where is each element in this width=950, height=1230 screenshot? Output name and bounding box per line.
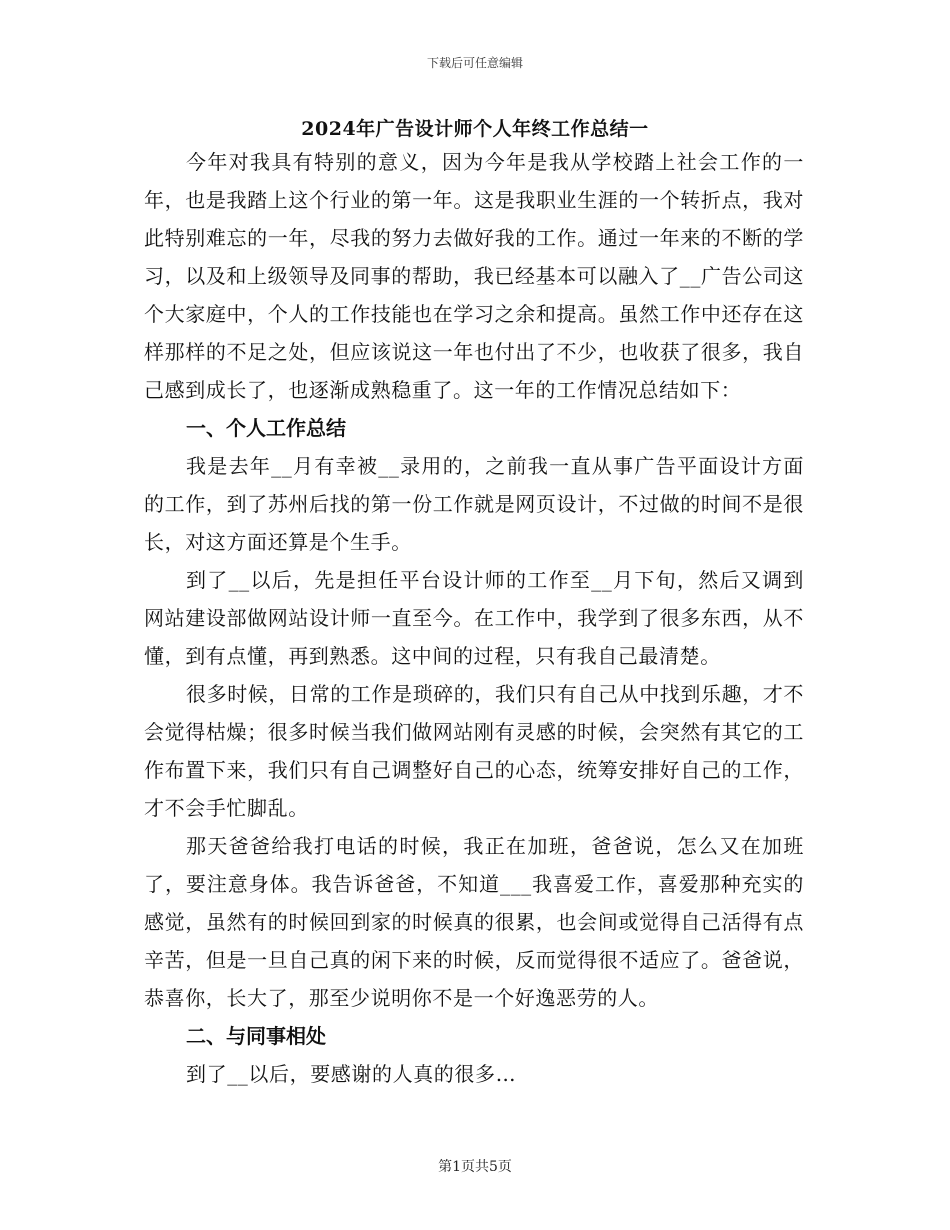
- page-header: 下载后可任意编辑: [426, 56, 523, 70]
- document-title: 2024年广告设计师个人年终工作总结一: [301, 118, 649, 140]
- paragraph-father-call: 那天爸爸给我打电话的时候，我正在加班，爸爸说，怎么又在加班了，要注意身体。我告诉爸爸，不知道___我喜爱工作，喜爱那种充实的感觉，虽然有的时候回到家的时候真的很累，也会间或觉得自己活得有点辛苦，但是一旦自己真的闲下来的时候，反而觉得很不适应了。爸爸说，恭喜你，长大了，那至少说明你不是一个好逸恶劳的人。: [144, 834, 804, 1010]
- page-number: 第1页共5页: [438, 1159, 512, 1175]
- paragraph-work-history: 我是去年__月有幸被__录用的，之前我一直从事广告平面设计方面的工作，到了苏州后找的第一份工作就是网页设计，不过做的时间不是很长，对这方面还算是个生手。: [144, 454, 804, 554]
- paragraph-thanks: 到了__以后，要感谢的人真的很多…: [186, 1062, 517, 1086]
- paragraph-intro: 今年对我具有特别的意义，因为今年是我从学校踏上社会工作的一年，也是我踏上这个行业的第一年。这是我职业生涯的一个转折点，我对此特别难忘的一年，尽我的努力去做好我的工作。通过一年来的不断的学习，以及和上级领导及同事的帮助，我已经基本可以融入了__广告公司这个大家庭中，个人的工作技能也在学习之余和提高。虽然工作中还存在这样那样的不足之处，但应该说这一年也付出了不少，也收获了很多，我自己感到成长了，也逐渐成熟稳重了。这一年的工作情况总结如下：: [144, 150, 804, 402]
- section-heading-colleagues: 二、与同事相处: [186, 1024, 326, 1048]
- paragraph-daily-work: 很多时候，日常的工作是琐碎的，我们只有自己从中找到乐趣，才不会觉得枯燥；很多时候当我们做网站刚有灵感的时候，会突然有其它的工作布置下来，我们只有自己调整好自己的心态，统筹安排好自己的工作，才不会手忙脚乱。: [144, 682, 804, 820]
- paragraph-career-path: 到了__以后，先是担任平台设计师的工作至__月下旬，然后又调到网站建设部做网站设计师一直至今。在工作中，我学到了很多东西，从不懂，到有点懂，再到熟悉。这中间的过程，只有我自己最清楚。: [144, 568, 804, 668]
- document-body: [144, 143, 804, 1093]
- section-heading-personal-work: 一、个人工作总结: [186, 416, 346, 440]
